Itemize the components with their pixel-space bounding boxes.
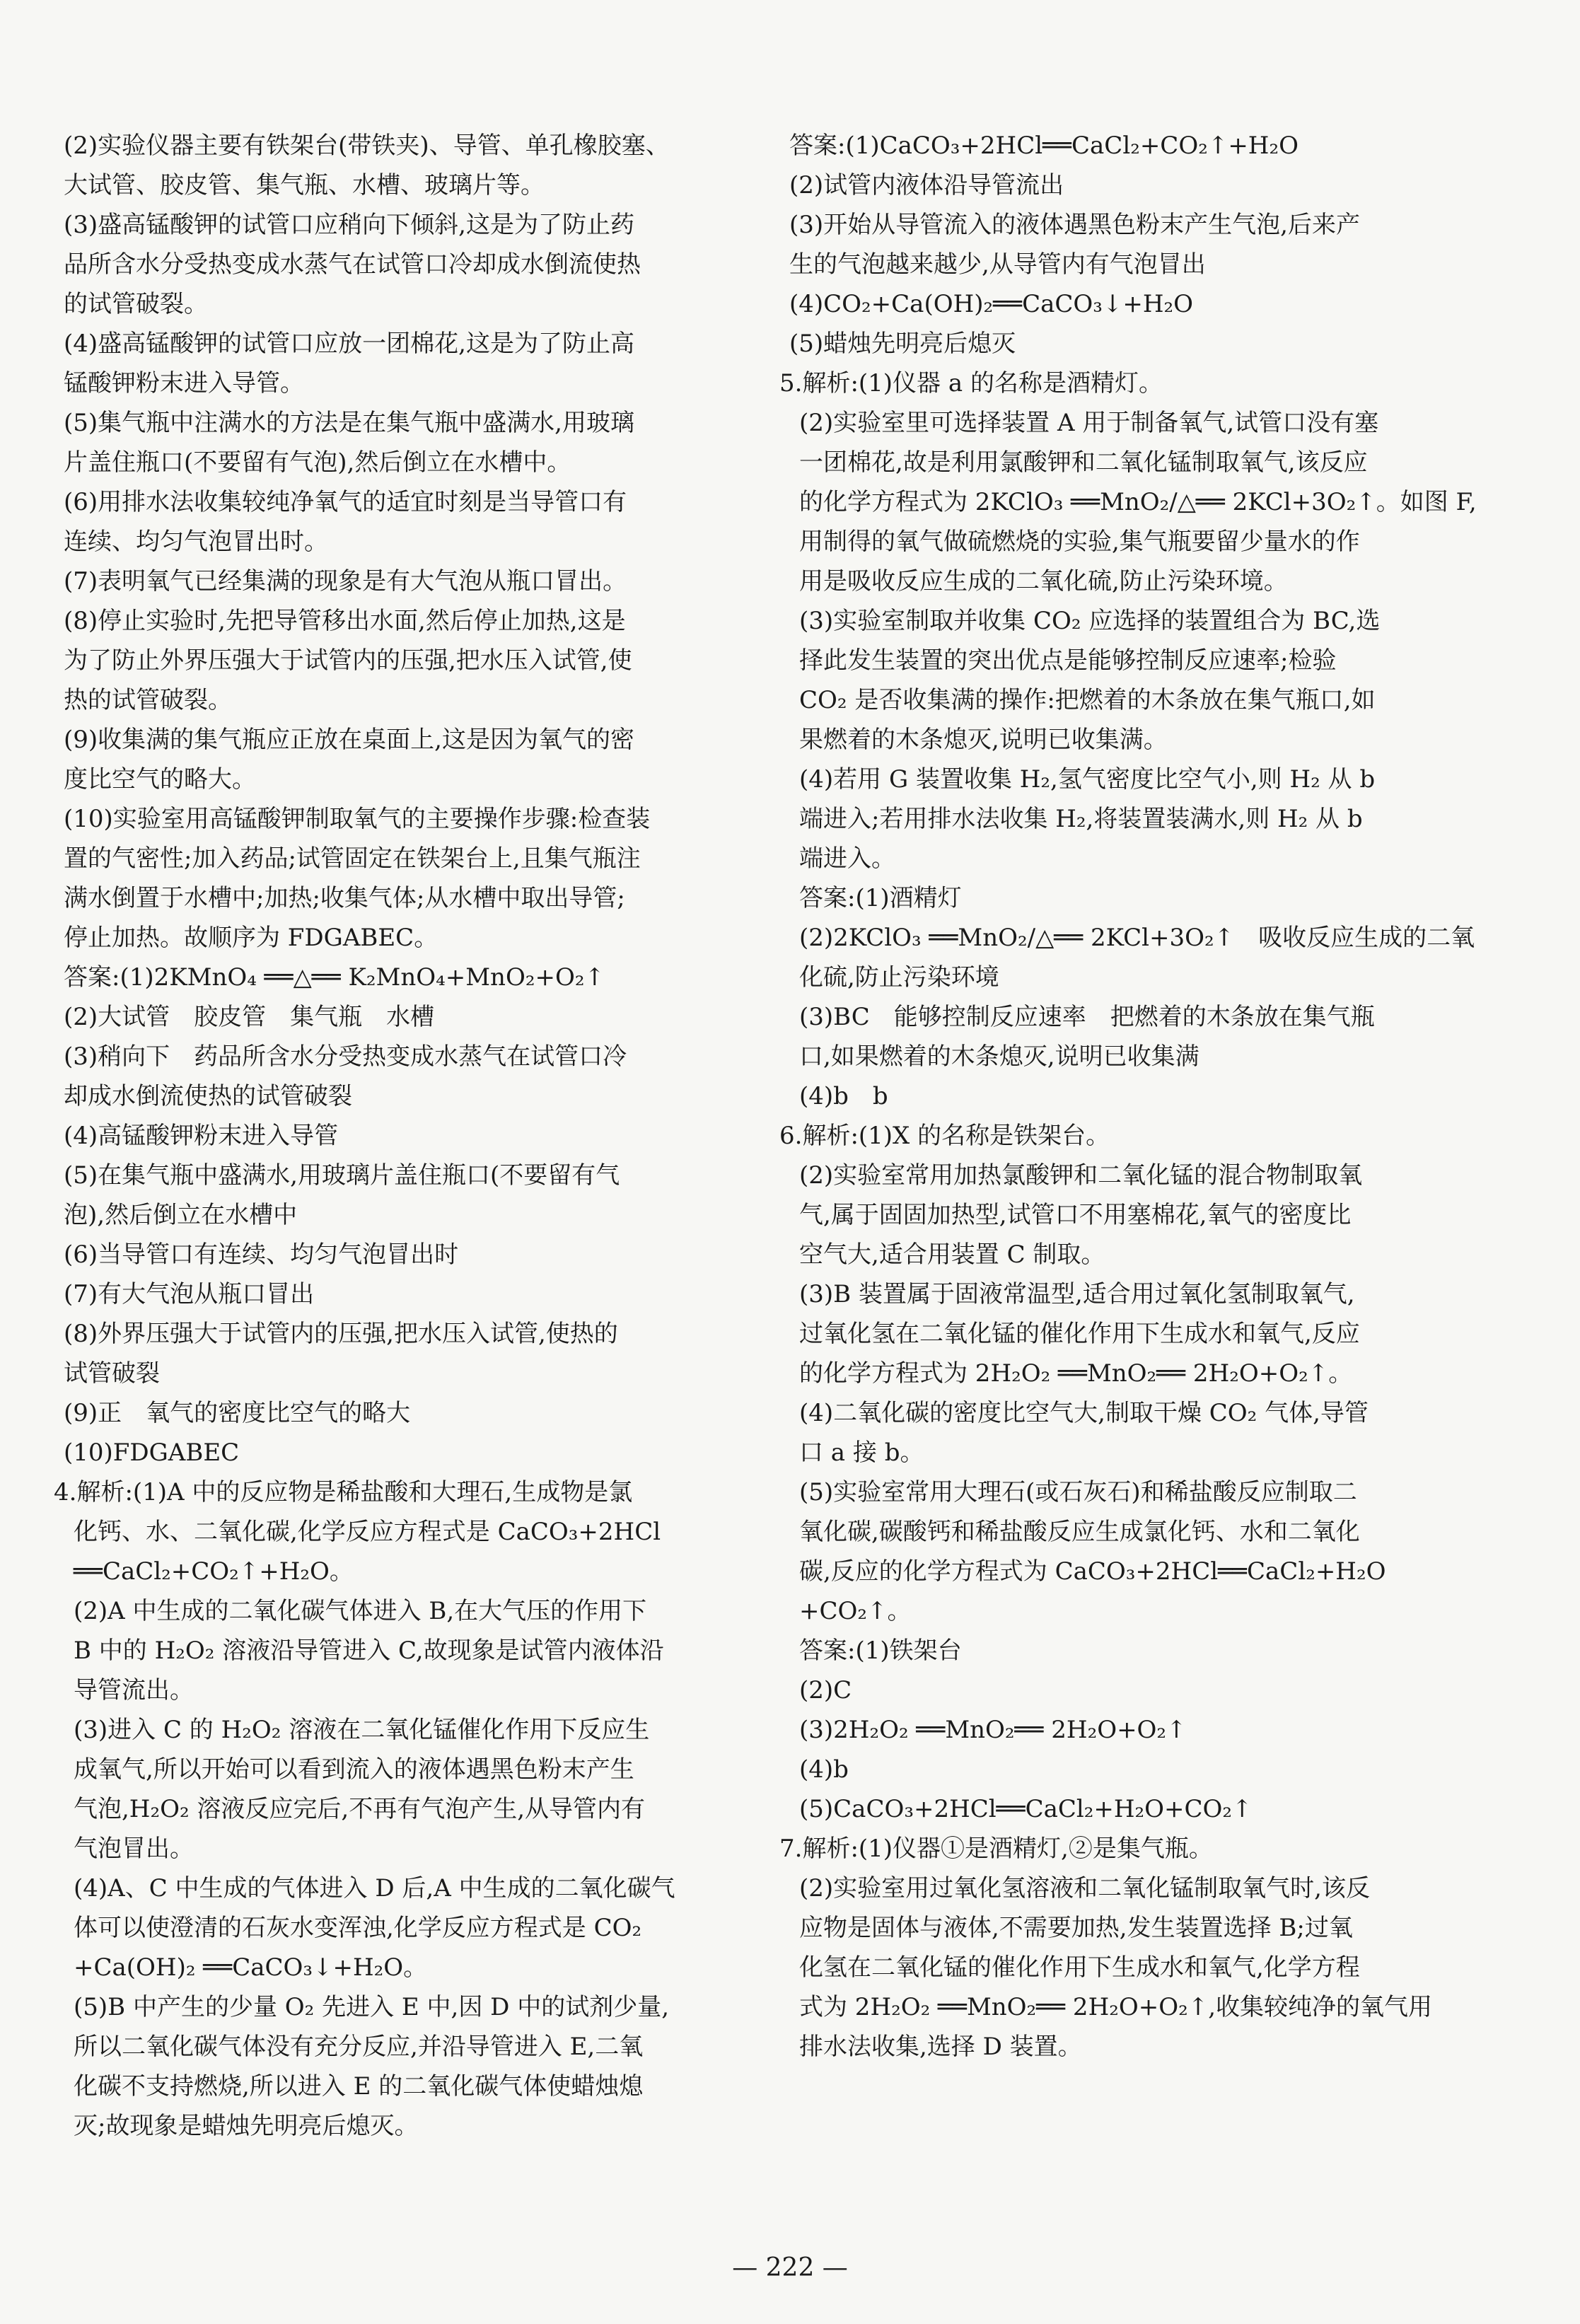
text-line: (2)实验室常用加热氯酸钾和二氧化锰的混合物制取氧 <box>799 1161 1363 1190</box>
text-line: (2)试管内液体沿导管流出 <box>789 171 1064 199</box>
text-line: 空气大,适合用装置 C 制取。 <box>799 1241 1105 1269</box>
text-line: (10)FDGABEC <box>64 1439 240 1467</box>
text-line: 用是吸收反应生成的二氧化硫,防止污染环境。 <box>799 567 1288 595</box>
answer-line: 答案:(1)铁架台 <box>799 1637 962 1665</box>
text-line: (3)盛高锰酸钾的试管口应稍向下倾斜,这是为了防止药 <box>64 211 634 239</box>
text-line: 品所含水分受热变成水蒸气在试管口冷却成水倒流使热 <box>64 250 641 279</box>
text-line: (5)蜡烛先明亮后熄灭 <box>789 330 1016 358</box>
text-line: 一团棉花,故是利用氯酸钾和二氧化锰制取氧气,该反应 <box>799 448 1368 477</box>
text-line: (4)CO₂+Ca(OH)₂══CaCO₃↓+H₂O <box>789 290 1194 318</box>
text-line: 停止加热。故顺序为 FDGABEC。 <box>64 924 438 952</box>
text-line: 满水倒置于水槽中;加热;收集气体;从水槽中取出导管; <box>64 884 625 912</box>
answer-line: 答案:(1)CaCO₃+2HCl══CaCl₂+CO₂↑+H₂O <box>789 132 1299 160</box>
left-column <box>54 126 697 2146</box>
text-line: (9)收集满的集气瓶应正放在桌面上,这是因为氧气的密 <box>64 726 634 754</box>
text-line: 用制得的氧气做硫燃烧的实验,集气瓶要留少量水的作 <box>799 528 1360 556</box>
text-line: 过氧化氢在二氧化锰的催化作用下生成水和氧气,反应 <box>799 1320 1360 1348</box>
text-line: 成氧气,所以开始可以看到流入的液体遇黑色粉末产生 <box>74 1755 634 1784</box>
question-heading: 6.解析:(1)X 的名称是铁架台。 <box>779 1122 1110 1150</box>
text-line: 热的试管破裂。 <box>64 686 232 714</box>
text-line: (5)B 中产生的少量 O₂ 先进入 E 中,因 D 中的试剂少量, <box>74 1993 669 2021</box>
text-line: (8)外界压强大于试管内的压强,把水压入试管,使热的 <box>64 1320 618 1348</box>
text-line: 应物是固体与液体,不需要加热,发生装置选择 B;过氧 <box>799 1914 1353 1942</box>
text-line: 化氢在二氧化锰的催化作用下生成水和氧气,化学方程 <box>799 1953 1360 1982</box>
text-line: ══CaCl₂+CO₂↑+H₂O。 <box>74 1557 354 1586</box>
text-line: (2)实验室里可选择装置 A 用于制备氧气,试管口没有塞 <box>799 409 1379 437</box>
text-line: 气泡,H₂O₂ 溶液反应完后,不再有气泡产生,从导管内有 <box>74 1795 646 1823</box>
text-line: (7)有大气泡从瓶口冒出 <box>64 1280 315 1308</box>
text-line: 氧化碳,碳酸钙和稀盐酸反应生成氯化钙、水和二氧化 <box>799 1518 1360 1546</box>
text-line: (4)盛高锰酸钾的试管口应放一团棉花,这是为了防止高 <box>64 330 634 358</box>
text-line: 气,属于固固加热型,试管口不用塞棉花,氧气的密度比 <box>799 1201 1352 1229</box>
text-line: 的化学方程式为 2H₂O₂ ══MnO₂══ 2H₂O+O₂↑。 <box>799 1359 1353 1388</box>
question-heading: 7.解析:(1)仪器①是酒精灯,②是集气瓶。 <box>779 1835 1213 1863</box>
text-line: (5)集气瓶中注满水的方法是在集气瓶中盛满水,用玻璃 <box>64 409 634 437</box>
text-line: (4)b b <box>799 1082 888 1110</box>
text-line: 试管破裂 <box>64 1359 160 1388</box>
text-line: (2)C <box>799 1676 852 1704</box>
text-line: (3)进入 C 的 H₂O₂ 溶液在二氧化锰催化作用下反应生 <box>74 1716 650 1744</box>
text-line: 体可以使澄清的石灰水变浑浊,化学反应方程式是 CO₂ <box>74 1914 642 1942</box>
text-line: (4)高锰酸钾粉末进入导管 <box>64 1122 339 1150</box>
text-line: 端进入。 <box>799 844 895 873</box>
text-line: (7)表明氧气已经集满的现象是有大气泡从瓶口冒出。 <box>64 567 627 595</box>
text-line: (6)用排水法收集较纯净氧气的适宜时刻是当导管口有 <box>64 488 627 516</box>
text-line: 化硫,防止污染环境 <box>799 963 999 992</box>
text-line: 灭;故现象是蜡烛先明亮后熄灭。 <box>74 2112 419 2140</box>
text-line: (2)实验室用过氧化氢溶液和二氧化锰制取氧气时,该反 <box>799 1874 1370 1902</box>
page-number: — 222 — <box>732 2253 848 2282</box>
text-line: (4)二氧化碳的密度比空气大,制取干燥 CO₂ 气体,导管 <box>799 1399 1369 1427</box>
text-line: 所以二氧化碳气体没有充分反应,并沿导管进入 E,二氧 <box>74 2033 644 2061</box>
text-line: 片盖住瓶口(不要留有气泡),然后倒立在水槽中。 <box>64 448 571 477</box>
text-line: (5)在集气瓶中盛满水,用玻璃片盖住瓶口(不要留有气 <box>64 1161 620 1190</box>
text-line: (3)B 装置属于固液常温型,适合用过氧化氢制取氧气, <box>799 1280 1355 1308</box>
text-line: 择此发生装置的突出优点是能够控制反应速率;检验 <box>799 646 1337 675</box>
text-line: +Ca(OH)₂ ══CaCO₃↓+H₂O。 <box>74 1953 428 1982</box>
text-line: 泡),然后倒立在水槽中 <box>64 1201 298 1229</box>
text-line: (5)实验室常用大理石(或石灰石)和稀盐酸反应制取二 <box>799 1478 1357 1506</box>
text-line: (3)BC 能够控制反应速率 把燃着的木条放在集气瓶 <box>799 1003 1375 1031</box>
text-line: (3)开始从导管流入的液体遇黑色粉末产生气泡,后来产 <box>789 211 1360 239</box>
answer-line: 答案:(1)酒精灯 <box>799 884 962 912</box>
text-line: 置的气密性;加入药品;试管固定在铁架台上,且集气瓶注 <box>64 844 641 873</box>
text-line: (9)正 氧气的密度比空气的略大 <box>64 1399 411 1427</box>
text-line: 却成水倒流使热的试管破裂 <box>64 1082 352 1110</box>
question-heading: 4.解析:(1)A 中的反应物是稀盐酸和大理石,生成物是氯 <box>54 1478 633 1506</box>
text-line: (4)A、C 中生成的气体进入 D 后,A 中生成的二氧化碳气 <box>74 1874 675 1902</box>
text-line: (6)当导管口有连续、均匀气泡冒出时 <box>64 1241 459 1269</box>
text-line: (3)2H₂O₂ ══MnO₂══ 2H₂O+O₂↑ <box>799 1716 1187 1744</box>
text-line: CO₂ 是否收集满的操作:把燃着的木条放在集气瓶口,如 <box>799 686 1376 714</box>
text-line: 生的气泡越来越少,从导管内有气泡冒出 <box>789 250 1206 279</box>
text-line: +CO₂↑。 <box>799 1597 912 1625</box>
text-line: 端进入;若用排水法收集 H₂,将装置装满水,则 H₂ 从 b <box>799 805 1363 833</box>
text-line: 度比空气的略大。 <box>64 765 256 794</box>
text-line: 口,如果燃着的木条熄灭,说明已收集满 <box>799 1042 1199 1071</box>
text-line: 气泡冒出。 <box>74 1835 194 1863</box>
text-line: 为了防止外界压强大于试管内的压强,把水压入试管,使 <box>64 646 632 675</box>
text-line: 果燃着的木条熄灭,说明已收集满。 <box>799 726 1168 754</box>
text-line: 的试管破裂。 <box>64 290 208 318</box>
text-line: (2)A 中生成的二氧化碳气体进入 B,在大气压的作用下 <box>74 1597 647 1625</box>
text-line: 连续、均匀气泡冒出时。 <box>64 528 328 556</box>
text-line: 大试管、胶皮管、集气瓶、水槽、玻璃片等。 <box>64 171 545 199</box>
question-heading: 5.解析:(1)仪器 a 的名称是酒精灯。 <box>779 369 1163 397</box>
text-line: (2)大试管 胶皮管 集气瓶 水槽 <box>64 1003 435 1031</box>
answer-line: 答案:(1)2KMnO₄ ══△══ K₂MnO₄+MnO₂+O₂↑ <box>64 963 605 992</box>
text-line: 锰酸钾粉末进入导管。 <box>64 369 304 397</box>
text-line: B 中的 H₂O₂ 溶液沿导管进入 C,故现象是试管内液体沿 <box>74 1637 664 1665</box>
text-line: 导管流出。 <box>74 1676 194 1704</box>
text-line: 口 a 接 b。 <box>799 1439 924 1467</box>
text-line: (3)实验室制取并收集 CO₂ 应选择的装置组合为 BC,选 <box>799 607 1381 635</box>
text-line: (2)实验仪器主要有铁架台(带铁夹)、导管、单孔橡胶塞、 <box>64 132 670 160</box>
text-line: 式为 2H₂O₂ ══MnO₂══ 2H₂O+O₂↑,收集较纯净的氧气用 <box>799 1993 1433 2021</box>
text-line: (8)停止实验时,先把导管移出水面,然后停止加热,这是 <box>64 607 626 635</box>
text-line: 碳,反应的化学方程式为 CaCO₃+2HCl══CaCl₂+H₂O <box>799 1557 1386 1586</box>
text-line: 化钙、水、二氧化碳,化学反应方程式是 CaCO₃+2HCl <box>74 1518 661 1546</box>
text-line: 化碳不支持燃烧,所以进入 E 的二氧化碳气体使蜡烛熄 <box>74 2072 644 2101</box>
text-line: (2)2KClO₃ ══MnO₂/△══ 2KCl+3O₂↑ 吸收反应生成的二氧 <box>799 924 1475 952</box>
text-line: (4)若用 G 装置收集 H₂,氢气密度比空气小,则 H₂ 从 b <box>799 765 1376 794</box>
text-line: (4)b <box>799 1755 849 1784</box>
text-line: (5)CaCO₃+2HCl══CaCl₂+H₂O+CO₂↑ <box>799 1795 1253 1823</box>
text-line: (10)实验室用高锰酸钾制取氧气的主要操作步骤:检查装 <box>64 805 651 833</box>
text-line: 的化学方程式为 2KClO₃ ══MnO₂/△══ 2KCl+3O₂↑。如图 F, <box>799 488 1477 516</box>
text-line: 排水法收集,选择 D 装置。 <box>799 2033 1082 2061</box>
right-column <box>779 126 1477 2067</box>
text-line: (3)稍向下 药品所含水分受热变成水蒸气在试管口冷 <box>64 1042 627 1071</box>
